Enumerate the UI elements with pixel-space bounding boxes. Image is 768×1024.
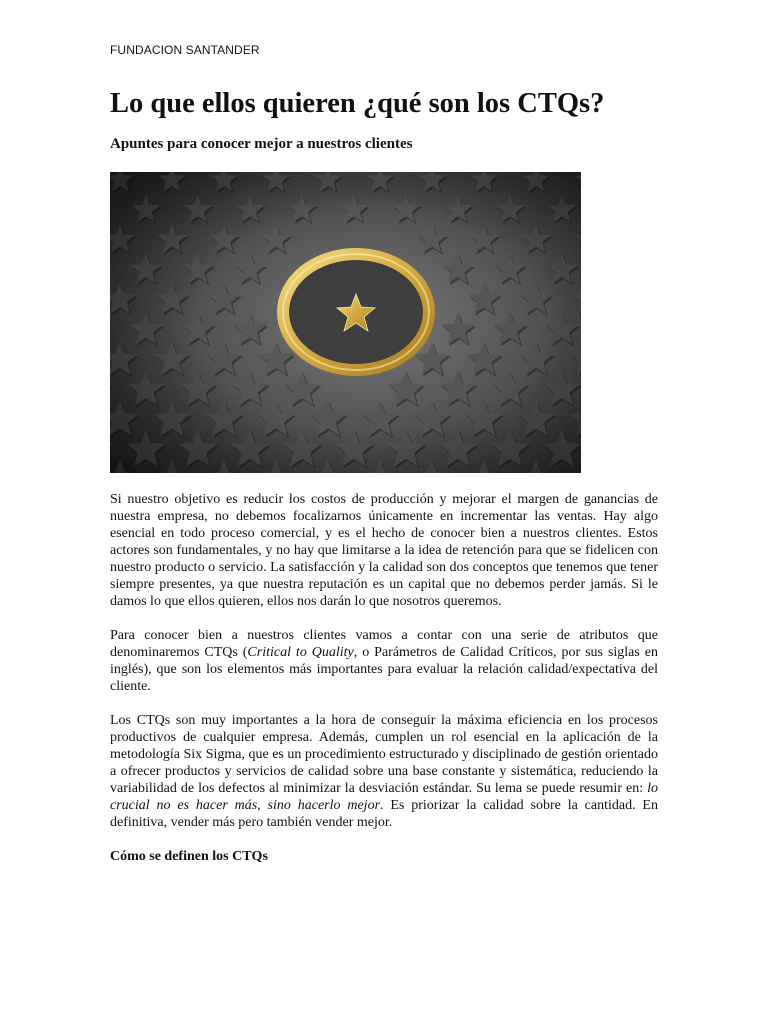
article-body bbox=[110, 491, 658, 865]
article-subtitle: Apuntes para conocer mejor a nuestros clientes bbox=[110, 136, 413, 152]
paragraph-2: Para conocer bien a nuestros clientes vamos a contar con una serie de atributos que denominaremos CTQs (Critical to Quality, o Parámetros de Calidad Críticos, por sus siglas en inglés), que son los elementos más importantes para evaluar la relación calidad/expectativa del cliente. bbox=[110, 628, 658, 694]
running-header: FUNDACION SANTANDER bbox=[110, 43, 260, 57]
section-heading: Cómo se definen los CTQs bbox=[110, 849, 268, 864]
paragraph-3: Los CTQs son muy importantes a la hora de conseguir la máxima eficiencia en los procesos productivos de cualquier empresa. Además, cumplen un rol esencial en la aplicación de la metodología Six Sigma, que es un procedimiento estructurado y disciplinado de gestión orientado a ofrecer productos y servicios de calidad sobre una base constante y sistemática, reduciendo la variabilidad de los defectos al minimizar la desviación estándar. Su lema se puede resumir en: lo crucial no es hacer más, sino hacerlo mejor. Es priorizar la calidad sobre la cantidad. En definitiva, vender más pero también vender mejor. bbox=[110, 713, 658, 830]
paragraph-1: Si nuestro objetivo es reducir los costos de producción y mejorar el margen de ganancias de nuestra empresa, no debemos focalizarnos únicamente en incrementar las ventas. Hay algo esencial en todo proceso comercial, y es el hecho de conocer bien a nuestros clientes. Estos actores son fundamentales, y no hay que limitarse a la idea de retención para que se fidelicen con nuestro producto o servicio. La satisfacción y la calidad son dos conceptos que tenemos que tener siempre presentes, ya que nuestra reputación es un capital que no debemos perder jamás. Si le damos lo que ellos quieren, ellos nos darán lo que nosotros queremos. bbox=[110, 492, 658, 609]
article-title: Lo que ellos quieren ¿qué son los CTQs? bbox=[110, 88, 605, 119]
gold-star-ring-icon bbox=[110, 172, 581, 473]
hero-image bbox=[110, 172, 581, 473]
